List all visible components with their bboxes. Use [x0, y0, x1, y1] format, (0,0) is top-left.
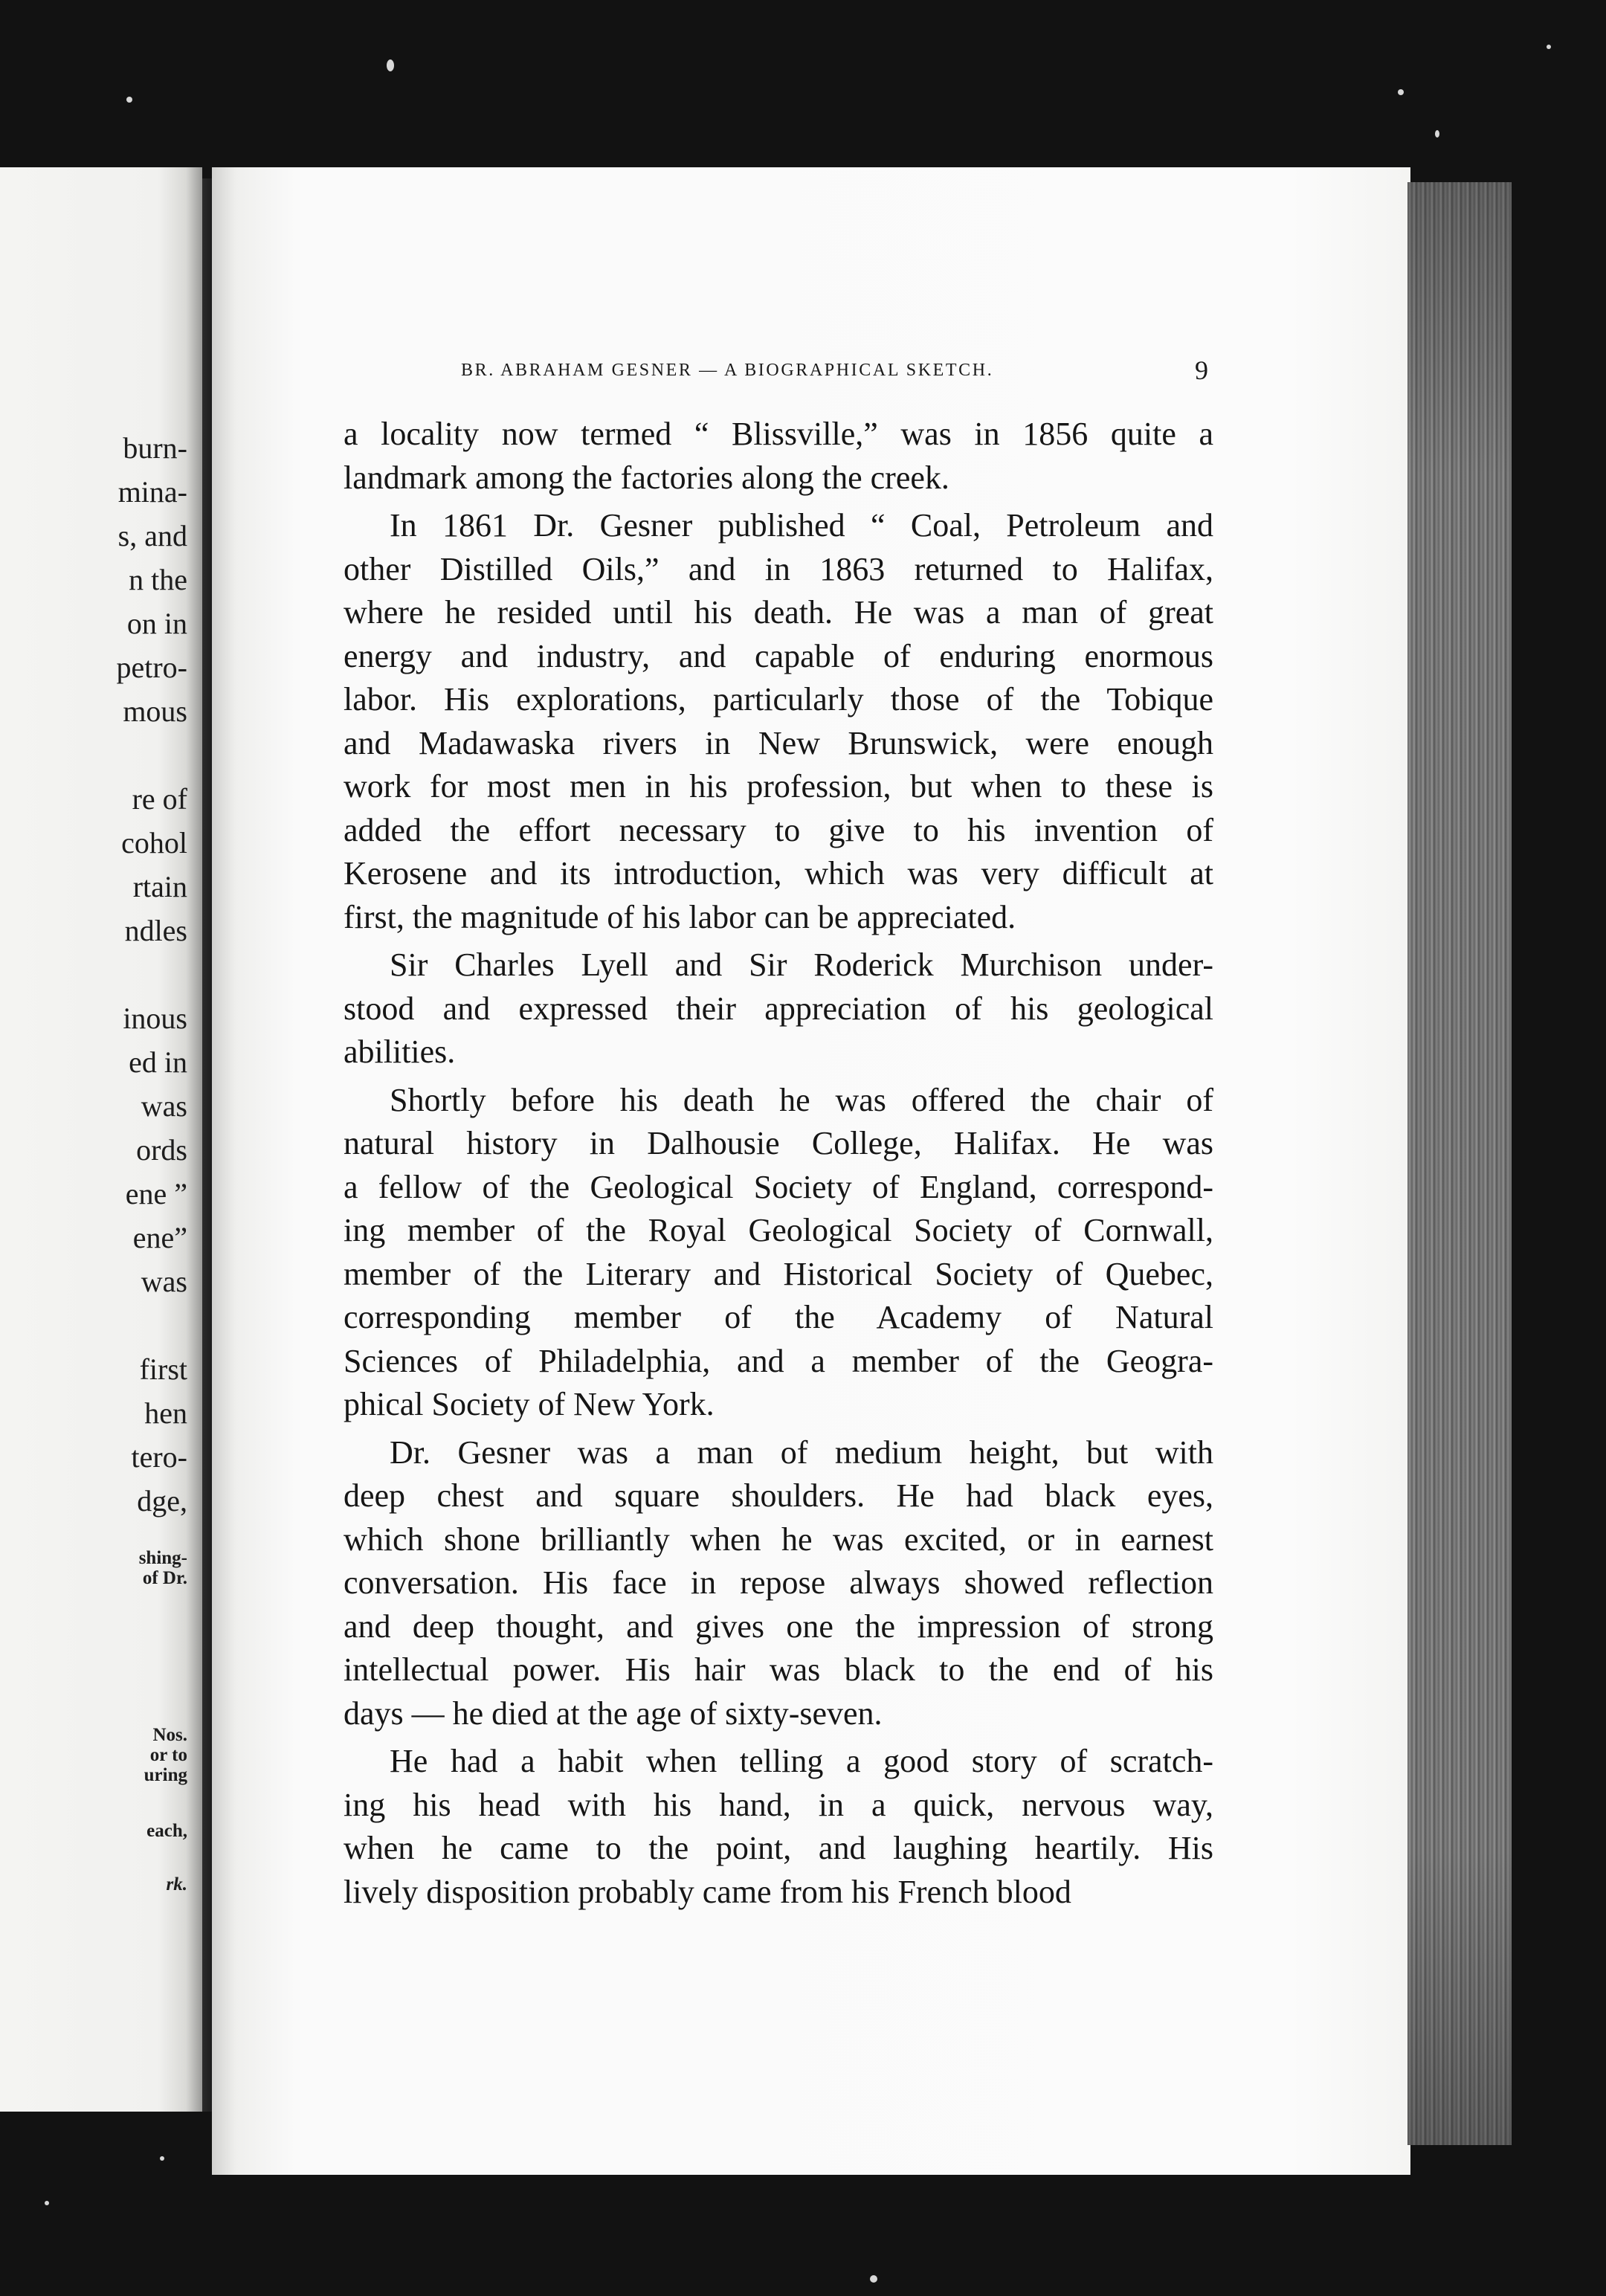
text-line: when he came to the point, and laughing heartily. His	[344, 1830, 1213, 1866]
previous-page	[0, 167, 202, 2112]
text-line: work for most men in his profession, but when to these is	[344, 768, 1213, 804]
text-line: a locality now termed “ Blissville,” was in 1856 quite a	[344, 416, 1213, 452]
left-page-text: s, and	[117, 519, 187, 552]
text-line: corresponding member of the Academy of Natural	[344, 1299, 1213, 1335]
text-line: a fellow of the Geological Society of England, correspond-	[344, 1168, 1213, 1205]
left-page-text: mous	[123, 694, 187, 728]
text-line: stood and expressed their appreciation of his geological	[344, 990, 1213, 1027]
text-line: member of the Literary and Historical Society of Quebec,	[344, 1255, 1213, 1292]
running-head: BR. ABRAHAM GESNER — A BIOGRAPHICAL SKETCH.	[461, 361, 994, 380]
dust-speck	[870, 2275, 877, 2283]
left-page-text: ene”	[132, 1221, 187, 1254]
dust-speck	[387, 59, 394, 71]
left-page-text: re of	[132, 782, 187, 816]
left-page-text: ndles	[124, 914, 187, 947]
left-page-text: ords	[136, 1133, 187, 1167]
left-page-text: burn-	[123, 431, 187, 465]
page-number: 9	[1195, 355, 1208, 385]
text-line: labor. His explorations, particularly those of the Tobique	[344, 681, 1213, 718]
text-line: first, the magnitude of his labor can be appreciated.	[344, 898, 1016, 935]
text-line: phical Society of New York.	[344, 1386, 715, 1422]
paragraph	[344, 1431, 1213, 1736]
dust-speck	[160, 2156, 164, 2161]
page-edges-shade	[1407, 182, 1512, 2145]
text-line: conversation. His face in repose always showed reflection	[344, 1564, 1213, 1601]
text-line: which shone brilliantly when he was excited, or in earnest	[344, 1521, 1213, 1558]
text-line: and Madawaska rivers in New Brunswick, were enough	[344, 724, 1213, 761]
paragraph	[344, 1079, 1213, 1427]
text-line: deep chest and square shoulders. He had black eyes,	[344, 1477, 1213, 1514]
left-page-text: dge,	[137, 1484, 187, 1518]
text-line: Shortly before his death he was offered the chair of	[390, 1081, 1213, 1118]
left-page-footnote: each,	[146, 1821, 187, 1841]
left-page-text: mina-	[117, 475, 187, 509]
left-page-footnote: or to	[149, 1745, 187, 1765]
text-line: intellectual power. His hair was black to the end of his	[344, 1651, 1213, 1688]
left-page-text: n the	[129, 563, 187, 596]
dust-speck	[1435, 130, 1439, 138]
left-page-text: was	[141, 1089, 187, 1123]
left-page-footnote: shing-	[138, 1548, 187, 1568]
text-line: Dr. Gesner was a man of medium height, but with	[390, 1434, 1213, 1471]
text-line: Kerosene and its introduction, which was very difficult at	[344, 855, 1213, 891]
text-line: other Distilled Oils,” and in 1863 returned to Halifax,	[344, 550, 1213, 587]
left-page-text: rtain	[132, 870, 187, 903]
paragraph	[344, 1740, 1213, 1914]
left-page-text: inous	[123, 1002, 187, 1035]
paragraph	[344, 944, 1213, 1074]
left-page-text: on in	[126, 607, 187, 640]
left-page-text: cohol	[121, 826, 187, 860]
dust-speck	[126, 97, 132, 103]
text-line: abilities.	[344, 1033, 456, 1070]
left-page-footnote: uring	[143, 1765, 187, 1785]
text-line: Sciences of Philadelphia, and a member of the Geogra-	[344, 1342, 1213, 1379]
left-page-text: petro-	[116, 651, 187, 684]
text-line: landmark among the factories along the creek.	[344, 459, 949, 496]
text-line: natural history in Dalhousie College, Halifax. He was	[344, 1125, 1213, 1161]
text-line: energy and industry, and capable of enduring enormous	[344, 637, 1213, 674]
text-line: In 1861 Dr. Gesner published “ Coal, Petroleum and	[390, 507, 1213, 544]
text-line: ing his head with his hand, in a quick, nervous way,	[344, 1786, 1213, 1823]
left-page-footnote: of Dr.	[142, 1568, 187, 1588]
text-line: where he resided until his death. He was a man of great	[344, 594, 1213, 631]
left-page-footnote: rk.	[166, 1874, 187, 1894]
paragraph	[344, 413, 1213, 500]
left-page-footnote: Nos.	[152, 1725, 187, 1745]
text-line: days — he died at the age of sixty-seven.	[344, 1694, 883, 1732]
text-line: and deep thought, and gives one the impression of strong	[344, 1607, 1213, 1645]
left-page-text: was	[141, 1265, 187, 1298]
left-page-text: ed in	[129, 1045, 187, 1079]
left-page-text: hen	[144, 1396, 187, 1430]
left-page-text: tero-	[131, 1440, 187, 1474]
text-line: added the effort necessary to give to his invention of	[344, 811, 1213, 848]
dust-speck	[1547, 45, 1551, 49]
text-line: ing member of the Royal Geological Society of Cornwall,	[344, 1212, 1213, 1248]
dust-speck	[1398, 89, 1404, 95]
text-line: lively disposition probably came from his French blood	[344, 1873, 1071, 1910]
text-line: He had a habit when telling a good story of scratch-	[390, 1743, 1213, 1779]
left-page-text: ene ”	[125, 1177, 187, 1210]
paragraph	[344, 504, 1213, 939]
text-line: Sir Charles Lyell and Sir Roderick Murchison under-	[390, 947, 1213, 983]
page-body	[344, 413, 1213, 1918]
left-page-text: first	[139, 1352, 187, 1386]
dust-speck	[45, 2201, 49, 2205]
